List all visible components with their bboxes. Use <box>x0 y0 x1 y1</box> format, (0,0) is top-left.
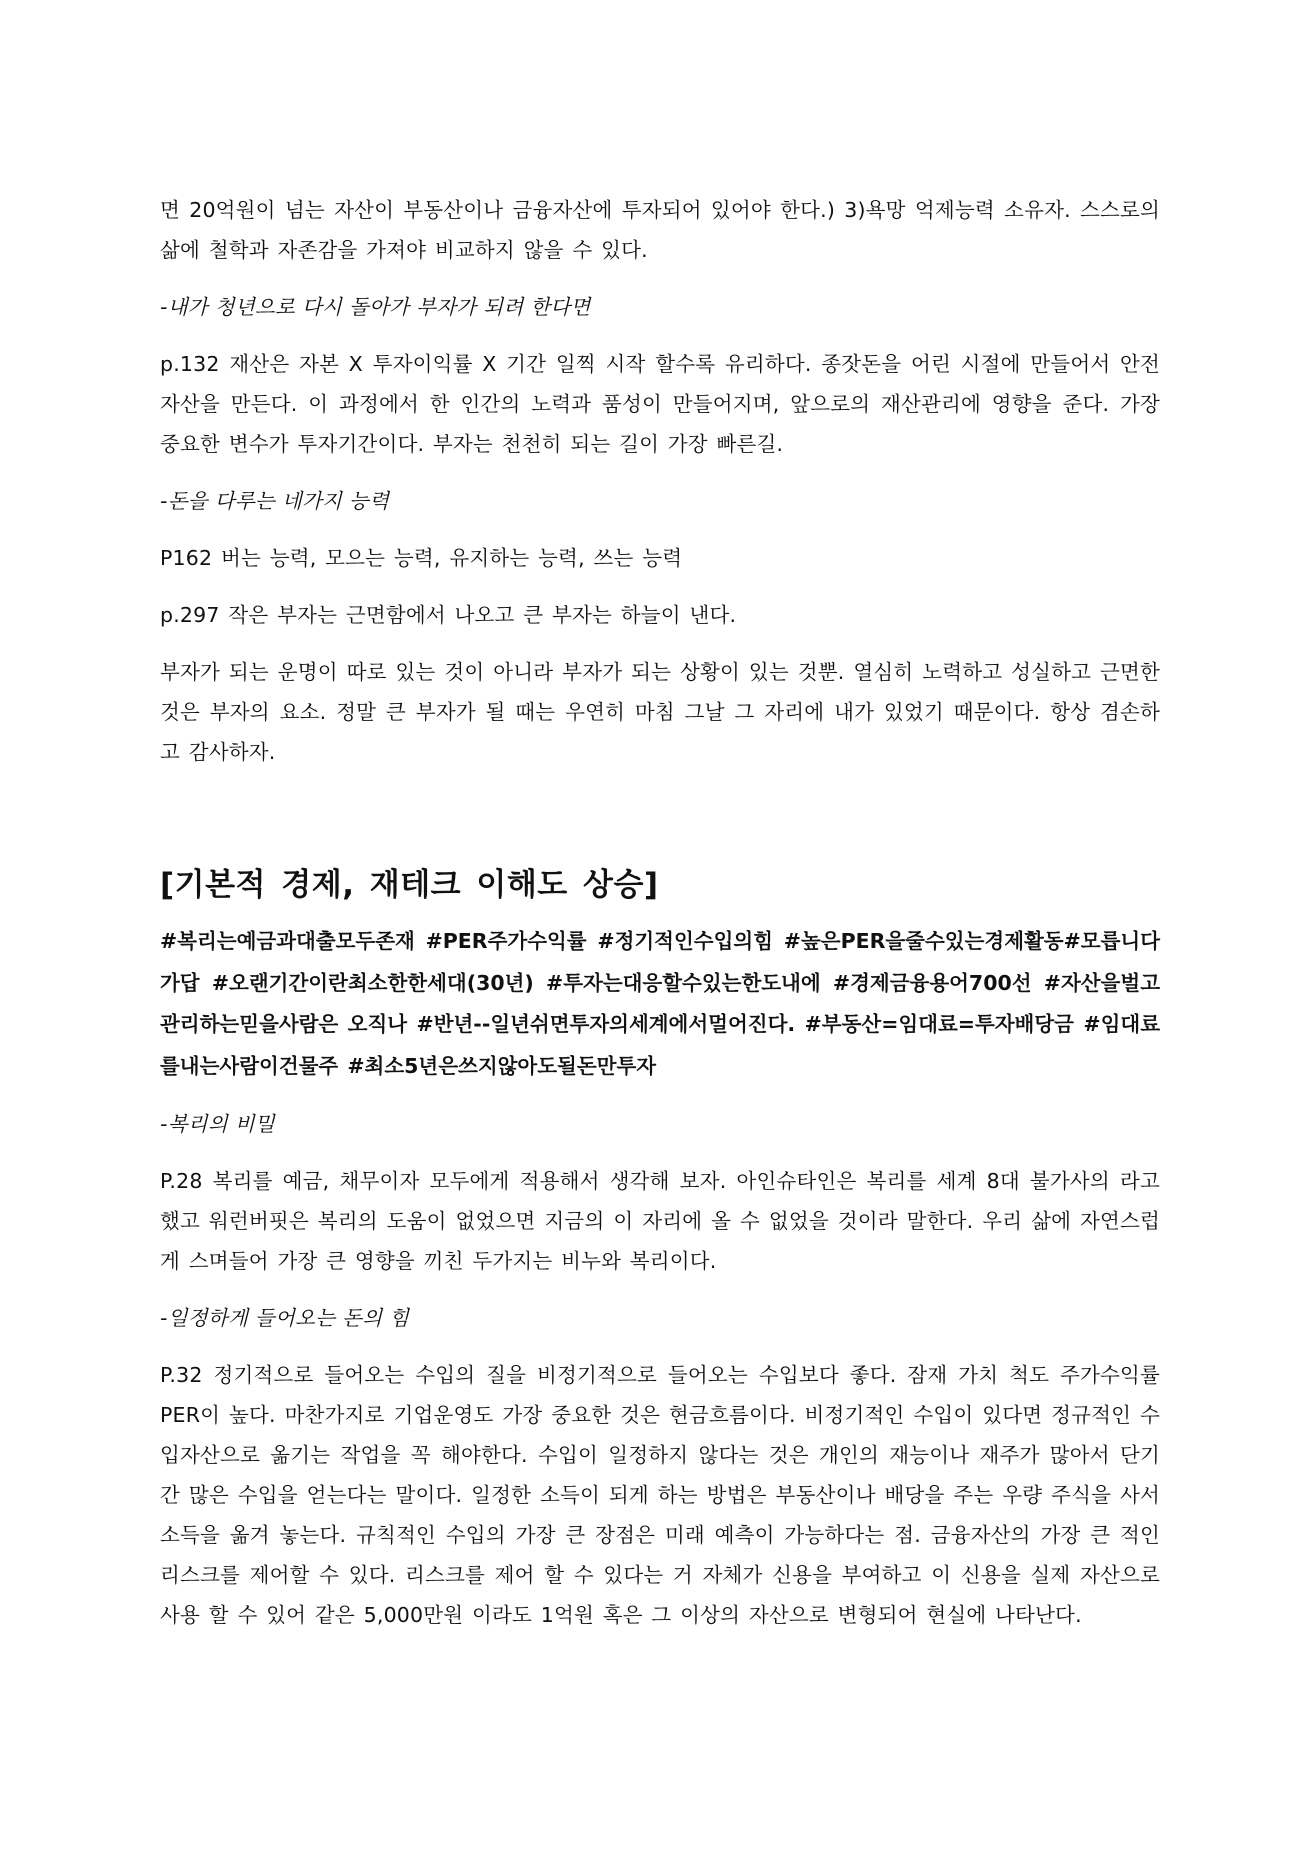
document-page <box>160 190 1160 1652</box>
paragraph-p297: p.297 작은 부자는 근면함에서 나오고 큰 부자는 하늘이 낸다. <box>160 603 737 627</box>
hashtag-list: #복리는예금과대출모두존재 #PER주가수익률 #정기적인수입의힘 #높은PER을줄수있는경제활동#모릅니다가답 #오랜기간이란최소한한세대(30년) #투자는대응할수있는한도내에 #경제금융용어700선 #자산을벌고관리하는믿을사람은 오직나 #반년--일년쉬면투자의세계에서멀어진다. #부동산=임대료=투자배당금 #임대료를내는사람이건물주 #최소5년은쓰지않아도될돈만투자 <box>160 929 1160 1078</box>
section-title: [기본적 경제, 재테크 이해도 상승] <box>160 867 659 903</box>
paragraph-fate-of-rich: 부자가 되는 운명이 따로 있는 것이 아니라 부자가 되는 상황이 있는 것뿐. 열심히 노력하고 성실하고 근면한 것은 부자의 요소. 정말 큰 부자가 될 때는 우연히 마침 그날 그 자리에 내가 있었기 때문이다. 항상 겸손하고 감사하자. <box>160 660 1160 764</box>
paragraph-p162: P162 버는 능력, 모으는 능력, 유지하는 능력, 쓰는 능력 <box>160 546 683 570</box>
subheading-youth-rich: -내가 청년으로 다시 돌아가 부자가 되려 한다면 <box>160 295 591 319</box>
paragraph-desire-control: 면 20억원이 넘는 자산이 부동산이나 금융자산에 투자되어 있어야 한다.) 3)욕망 억제능력 소유자. 스스로의 삶에 철학과 자존감을 가져야 비교하지 않을 수 있다. <box>160 198 1160 262</box>
paragraph-p32: P.32 정기적으로 들어오는 수입의 질을 비정기적으로 들어오는 수입보다 좋다. 잠재 가치 척도 주가수익률 PER이 높다. 마찬가지로 기업운영도 가장 중요한 것은 현금흐름이다. 비정기적인 수입이 있다면 정규적인 수입자산으로 옮기는 작업을 꼭 해야한다. 수입이 일정하지 않다는 것은 개인의 재능이나 재주가 많아서 단기간 많은 수입을 얻는다는 말이다. 일정한 소득이 되게 하는 방법은 부동산이나 배당을 주는 우량 주식을 사서 소득을 옮겨 놓는다. 규칙적인 수입의 가장 큰 장점은 미래 예측이 가능하다는 점. 금융자산의 가장 큰 적인 리스크를 제어할 수 있다. 리스크를 제어 할 수 있다는 거 자체가 신용을 부여하고 이 신용을 실제 자산으로 사용 할 수 있어 같은 5,000만원 이라도 1억원 혹은 그 이상의 자산으로 변형되어 현실에 나타난다. <box>160 1363 1160 1627</box>
subheading-compound-secret: -복리의 비밀 <box>160 1112 276 1136</box>
subheading-regular-income: -일정하게 들어오는 돈의 힘 <box>160 1306 410 1330</box>
paragraph-p28: P.28 복리를 예금, 채무이자 모두에게 적용해서 생각해 보자. 아인슈타인은 복리를 세계 8대 불가사의 라고 했고 워런버핏은 복리의 도움이 없었으면 지금의 이 자리에 올 수 없었을 것이라 말한다. 우리 삶에 자연스럽게 스며들어 가장 큰 영향을 끼친 두가지는 비누와 복리이다. <box>160 1169 1160 1273</box>
subheading-four-abilities: -돈을 다루는 네가지 능력 <box>160 489 390 513</box>
paragraph-p132: p.132 재산은 자본 X 투자이익률 X 기간 일찍 시작 할수록 유리하다. 종잣돈을 어린 시절에 만들어서 안전자산을 만든다. 이 과정에서 한 인간의 노력과 품성이 만들어지며, 앞으로의 재산관리에 영향을 준다. 가장 중요한 변수가 투자기간이다. 부자는 천천히 되는 길이 가장 빠른길. <box>160 352 1160 456</box>
